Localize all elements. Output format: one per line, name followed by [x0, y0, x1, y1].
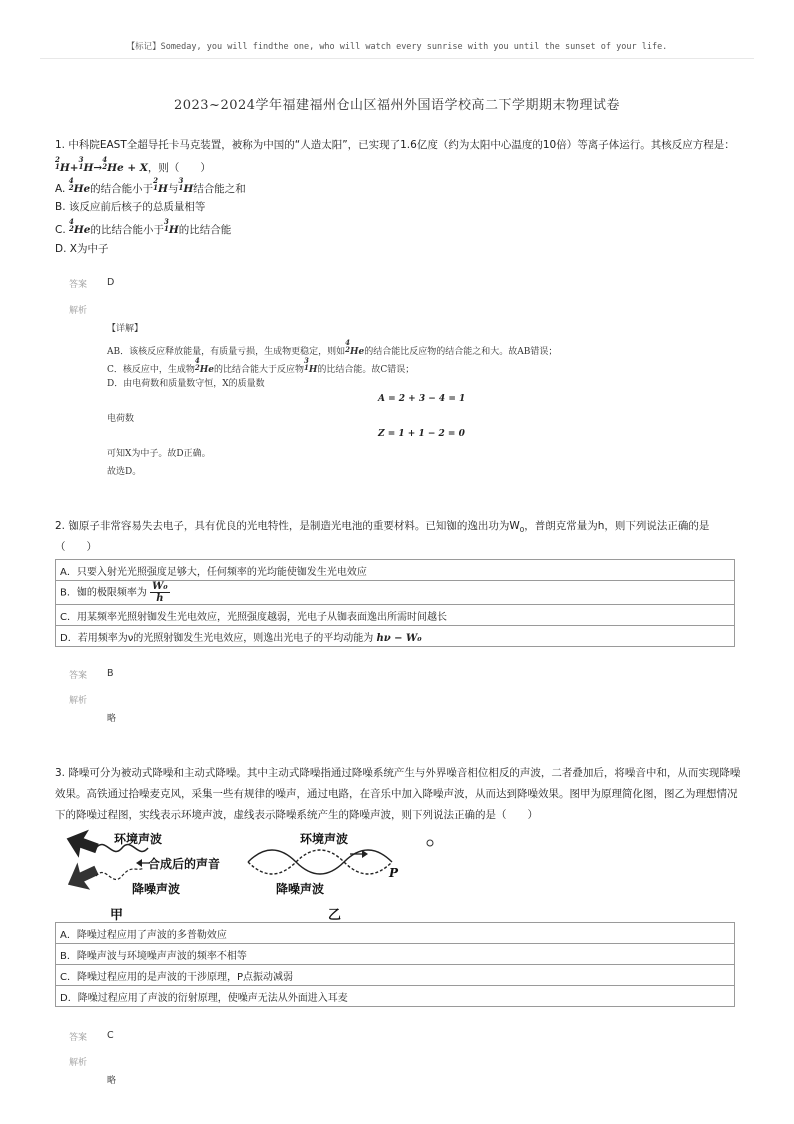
option-key: C. [55, 224, 66, 236]
option-text: D．若用频率为ν的光照射铷发生光电效应，则逸出光电子的平均动能为 [60, 632, 374, 644]
fig-jia-caption: 甲 [110, 908, 124, 923]
fig-yi-caption: 乙 [328, 908, 342, 923]
q2-analysis: 略 [107, 714, 117, 724]
q1-analysis-line3: D．由电荷数和质量数守恒，X的质量数 [107, 379, 265, 389]
q1-option-b[interactable] [55, 197, 205, 217]
q1-equation-charge: Z = 1 + 1 − 2 = 0 [378, 429, 465, 439]
q3-option-b[interactable]: B．降噪声波与环境噪声声波的频率不相等 [56, 944, 735, 965]
option-text: B．铷的极限频率为 [60, 587, 147, 599]
q2-answer: B [107, 668, 114, 679]
frac-w0-over-h [150, 581, 170, 604]
frac-denominator: h [156, 593, 164, 604]
analysis-text: 的结合能比反应物的结合能之和大。故AB错误； [364, 347, 558, 357]
fig-jia-combined-label: 合成后的声音 [148, 857, 221, 871]
q2-stem-text: 2. 铷原子非常容易失去电子，具有优良的光电特性，是制造光电池的重要材料。已知铷的逸出功为W [55, 520, 520, 532]
q1-analysis-label: 解析 [69, 306, 88, 316]
q1-equation-tail: ，则（ ） [147, 162, 211, 174]
q1-equation-mass: A = 2 + 3 − 4 = 1 [378, 394, 466, 404]
q2-analysis-label: 解析 [69, 696, 88, 706]
option-text: 的比结合能 [178, 224, 232, 236]
q3-answer-label: 答案 [69, 1033, 88, 1043]
q2-stem-subscript: 0 [519, 526, 525, 535]
q2-option-a[interactable]: A．只要入射光光照强度足够大，任何频率的光均能使铷发生光电效应 [56, 560, 735, 581]
q2-options-table [55, 559, 735, 647]
q1-option-c[interactable]: C. 4 2He的比结合能小于3 1H的比结合能 [55, 217, 232, 236]
frac-numerator: W₀ [152, 581, 168, 592]
q2-option-b[interactable] [56, 581, 735, 605]
q3-answer: C [107, 1030, 114, 1041]
analysis-text: 的比结合能。故C错误； [317, 365, 415, 375]
q3-option-d[interactable]: D．降噪过程应用了声波的衍射原理，使噪声无法从外面进入耳麦 [56, 986, 735, 1007]
banner-divider [40, 58, 754, 59]
figure-jia [58, 826, 228, 923]
figure-yi [240, 826, 440, 923]
q1-option-d[interactable] [55, 239, 108, 259]
option-text: 的结合能小于 [90, 183, 154, 195]
q1-option-a[interactable]: A. 4 2He的结合能小于2 1H与3 1H结合能之和 [55, 176, 246, 195]
exam-title: 2023~2024学年福建福州仓山区福州外国语学校高二下学期期末物理试卷 [173, 98, 621, 113]
option-key: A. [55, 183, 66, 195]
q3-analysis-label: 解析 [69, 1058, 88, 1068]
q3-stem: 3. 降噪可分为被动式降噪和主动式降噪。其中主动式降噪指通过降噪系统产生与外界噪音相位相反的声波，二者叠加后，将噪音中和，从而实现降噪效果。高铁通过拾噪麦克风，采集一些有规律的噪声，通过电路，在音乐中加入降噪声波，从而达到降噪效果。图甲为原理简化图，图乙为理想情况下的降噪过程图，实线表示环境声波，虚线表示降噪系统产生的降噪声波，则下列说法正确的是（ ） [55, 767, 741, 821]
q3-analysis: 略 [107, 1076, 117, 1086]
analysis-text: AB．该核反应释放能量，有质量亏损，生成物更稳定，则如 [107, 347, 346, 357]
q1-analysis-line1: AB．该核反应释放能量，有质量亏损，生成物更稳定，则如4 2He的结合能比反应物的结合能之和大。故AB错误； [107, 338, 558, 357]
q2-stem-paren: （ ） [55, 541, 97, 553]
fig-yi-point-label: P [389, 866, 399, 880]
option-text: 该反应前后核子的总质量相等 [68, 201, 206, 213]
q3-option-c[interactable]: C．降噪过程应用的是声波的干涉原理，P点振动减弱 [56, 965, 735, 986]
option-key: B. [55, 201, 66, 213]
q1-analysis-line2: C．核反应中，生成物4 2He的比结合能大于反应物3 1H的比结合能。故C错误； [107, 356, 415, 375]
q3-options-table [55, 922, 735, 1007]
q1-analysis-line4: 电荷数 [107, 414, 135, 424]
q3-option-a[interactable]: A．降噪过程应用了声波的多普勒效应 [56, 923, 735, 944]
q1-stem: 1. 中科院EAST全超导托卡马克装置，被称为中国的“人造太阳”，已实现了1.6亿度（约为太阳中心温度的10倍）等离子体运行。其核反应方程是： [55, 139, 735, 151]
fig-jia-noise-label: 降噪声波 [132, 882, 181, 896]
q1-analysis-heading: 【详解】 [107, 324, 144, 334]
page-banner: 【标记】Someday, you will findthe one, who will watch every sunrise with you until the sunset of your life. [126, 42, 668, 52]
option-key: D. [55, 243, 67, 255]
fig-yi-noise-label: 降噪声波 [276, 882, 325, 896]
q1-answer-label: 答案 [69, 280, 88, 290]
q1-answer: D [107, 277, 115, 288]
option-text: 的比结合能小于 [90, 224, 164, 236]
option-math: hν − W₀ [376, 632, 422, 644]
fig-yi-env-label: 环境声波 [300, 832, 349, 846]
q1-analysis-line5: 可知X为中子。故D正确。 [107, 449, 211, 459]
option-text: X为中子 [69, 243, 109, 255]
option-text: 结合能之和 [193, 183, 246, 195]
analysis-text: C．核反应中，生成物 [107, 365, 195, 375]
q1-equation-formula: 2 1H+3 1H→4 2He + X [55, 155, 148, 174]
option-text: 与 [167, 183, 179, 195]
q2-option-c[interactable]: C．用某频率光照射铷发生光电效应，光照强度越弱，光电子从铷表面逸出所需时间越长 [56, 605, 735, 626]
q2-option-d[interactable] [56, 626, 735, 647]
q2-answer-label: 答案 [69, 671, 88, 681]
fig-jia-env-label: 环境声波 [114, 832, 163, 846]
q2-stem-text: ，普朗克常量为h，则下列说法正确的是 [524, 520, 710, 532]
analysis-text: 的比结合能大于反应物 [214, 365, 305, 375]
q1-analysis-line6: 故选D。 [107, 467, 142, 477]
